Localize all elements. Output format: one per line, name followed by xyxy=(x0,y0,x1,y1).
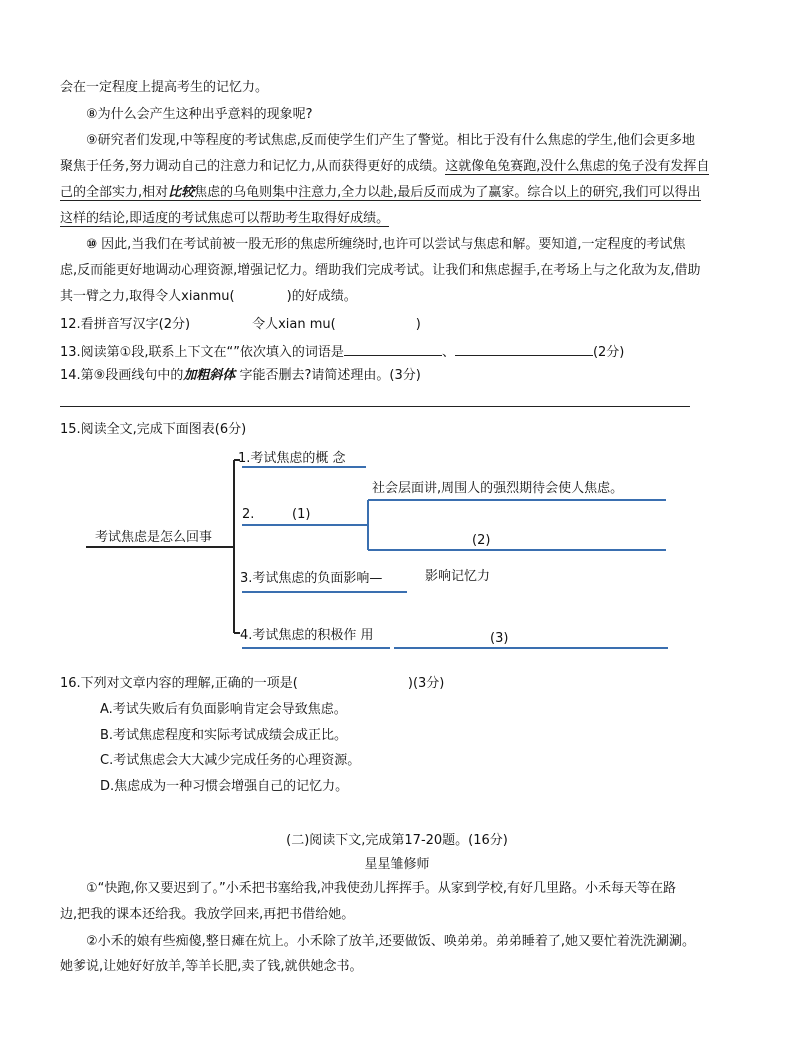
story-p2-line2: 她爹说,让她好好放羊,等羊长肥,卖了钱,就供她念书。 xyxy=(60,959,363,974)
paragraph-9-line1: ⑨研究者们发现,中等程度的考试焦虑,反而使学生们产生了警觉。相比于没有什么焦虑的学生,他们会更多地 xyxy=(86,133,696,148)
diagram-blank-3: (3) xyxy=(490,631,509,646)
section-2-heading: (二)阅读下文,完成第17-20题。(16分) xyxy=(286,833,508,848)
p10-number: ⑩ xyxy=(86,237,98,252)
question-16 xyxy=(60,675,444,693)
paragraph-end: 会在一定程度上提高考生的记忆力。 xyxy=(60,80,269,95)
q12-pinyin: 令人xian mu( xyxy=(252,317,336,332)
q16-option-d[interactable]: D.焦虑成为一种习惯会增强自己的记忆力。 xyxy=(100,779,349,794)
p9-underlined-c: 焦虑的乌龟则集中注意力,全力以赴,最后反而成为了赢家。综合以上的研究,我们可以得出 xyxy=(194,185,701,200)
p9-underlined-sentence: 这就像龟兔赛跑,没什么焦虑的兔子没有发挥自 xyxy=(445,159,710,174)
diagram-branch-4: 4.考试焦虑的积极作 用 xyxy=(240,628,374,643)
diagram-branch-2-top: 社会层面讲,周围人的强烈期待会使人焦虑。 xyxy=(372,481,624,496)
p9-underlined-a: 己的全部实力,相对 xyxy=(60,185,169,200)
paragraph-8: ⑧为什么会产生这种出乎意料的现象呢? xyxy=(86,107,313,122)
q13-label: 13.阅读第①段,联系上下文在“”依次填入的词语是 xyxy=(60,345,344,360)
q16-option-c[interactable]: C.考试焦虑会大大减少完成任务的心理资源。 xyxy=(100,753,361,768)
diagram-branch-1: 1.考试焦虑的概 念 xyxy=(238,451,346,466)
p9-text: 聚焦于任务,努力调动自己的注意力和记忆力,从而获得更好的成绩。 xyxy=(60,159,446,174)
p10-text-a: 其一臂之力,取得令人xianmu( xyxy=(60,289,235,304)
diagram-branch-3-value: 影响记忆力 xyxy=(425,569,491,584)
q12-close-paren: ) xyxy=(415,317,421,332)
q14-label: 14.第⑨段画线句中的 xyxy=(60,368,184,383)
diagram-branch-2: 2. xyxy=(242,507,255,522)
q13-points: (2分) xyxy=(592,345,625,360)
diagram-blank-2: (2) xyxy=(472,533,491,548)
q12-label: 12.看拼音写汉字(2分) xyxy=(60,317,191,332)
q16-option-a[interactable]: A.考试失败后有负面影响肯定会导致焦虑。 xyxy=(100,702,347,717)
p9-underlined-d: 这样的结论,即适度的考试焦虑可以帮助考生取得好成绩。 xyxy=(60,211,390,226)
diagram-root-label: 考试焦虑是怎么回事 xyxy=(95,530,213,545)
story-title: 星星雏修师 xyxy=(364,857,430,872)
q16-points: )(3分) xyxy=(407,676,445,691)
p10-text: 因此,当我们在考试前被一股无形的焦虑所缠绕时,也许可以尝试与焦虑和解。要知道,一定程度的考试焦 xyxy=(97,237,686,252)
diagram-branch-3: 3.考试焦虑的负面影响— xyxy=(240,571,383,586)
story-p2-line1: ②小禾的娘有些痴傻,整日瘫在炕上。小禾除了放羊,还要做饭、唤弟弟。弟弟睡着了,她又要忙着洗洗涮涮。 xyxy=(86,934,696,949)
q13-sep: 、 xyxy=(441,345,455,360)
q14-rest: 字能否删去?请简述理由。(3分) xyxy=(235,368,421,383)
q16-option-b[interactable]: B.考试焦虑程度和实际考试成绩会成正比。 xyxy=(100,728,348,743)
p9-bold-italic-word: 比较 xyxy=(168,185,195,200)
story-p1-line1: ①“快跑,你又要迟到了。”小禾把书塞给我,冲我使劲儿挥挥手。从家到学校,有好几里路。小禾每天等在路 xyxy=(86,881,677,896)
paragraph-10-line2: 虑,反而能更好地调动心理资源,增强记忆力。缙助我们完成考试。让我们和焦虑握手,在考场上与之化敌为友,借助 xyxy=(60,263,701,278)
story-p1-line2: 边,把我的课本还给我。我放学回来,再把书借给她。 xyxy=(60,907,355,922)
q16-stem: 16.下列对文章内容的理解,正确的一项是( xyxy=(60,676,298,691)
p10-text-b: )的好成绩。 xyxy=(286,289,357,304)
q14-bold-italic: 加粗斜体 xyxy=(183,368,236,383)
question-15: 15.阅读全文,完成下面图表(6分) xyxy=(60,422,247,437)
diagram-blank-1: (1) xyxy=(292,507,311,522)
